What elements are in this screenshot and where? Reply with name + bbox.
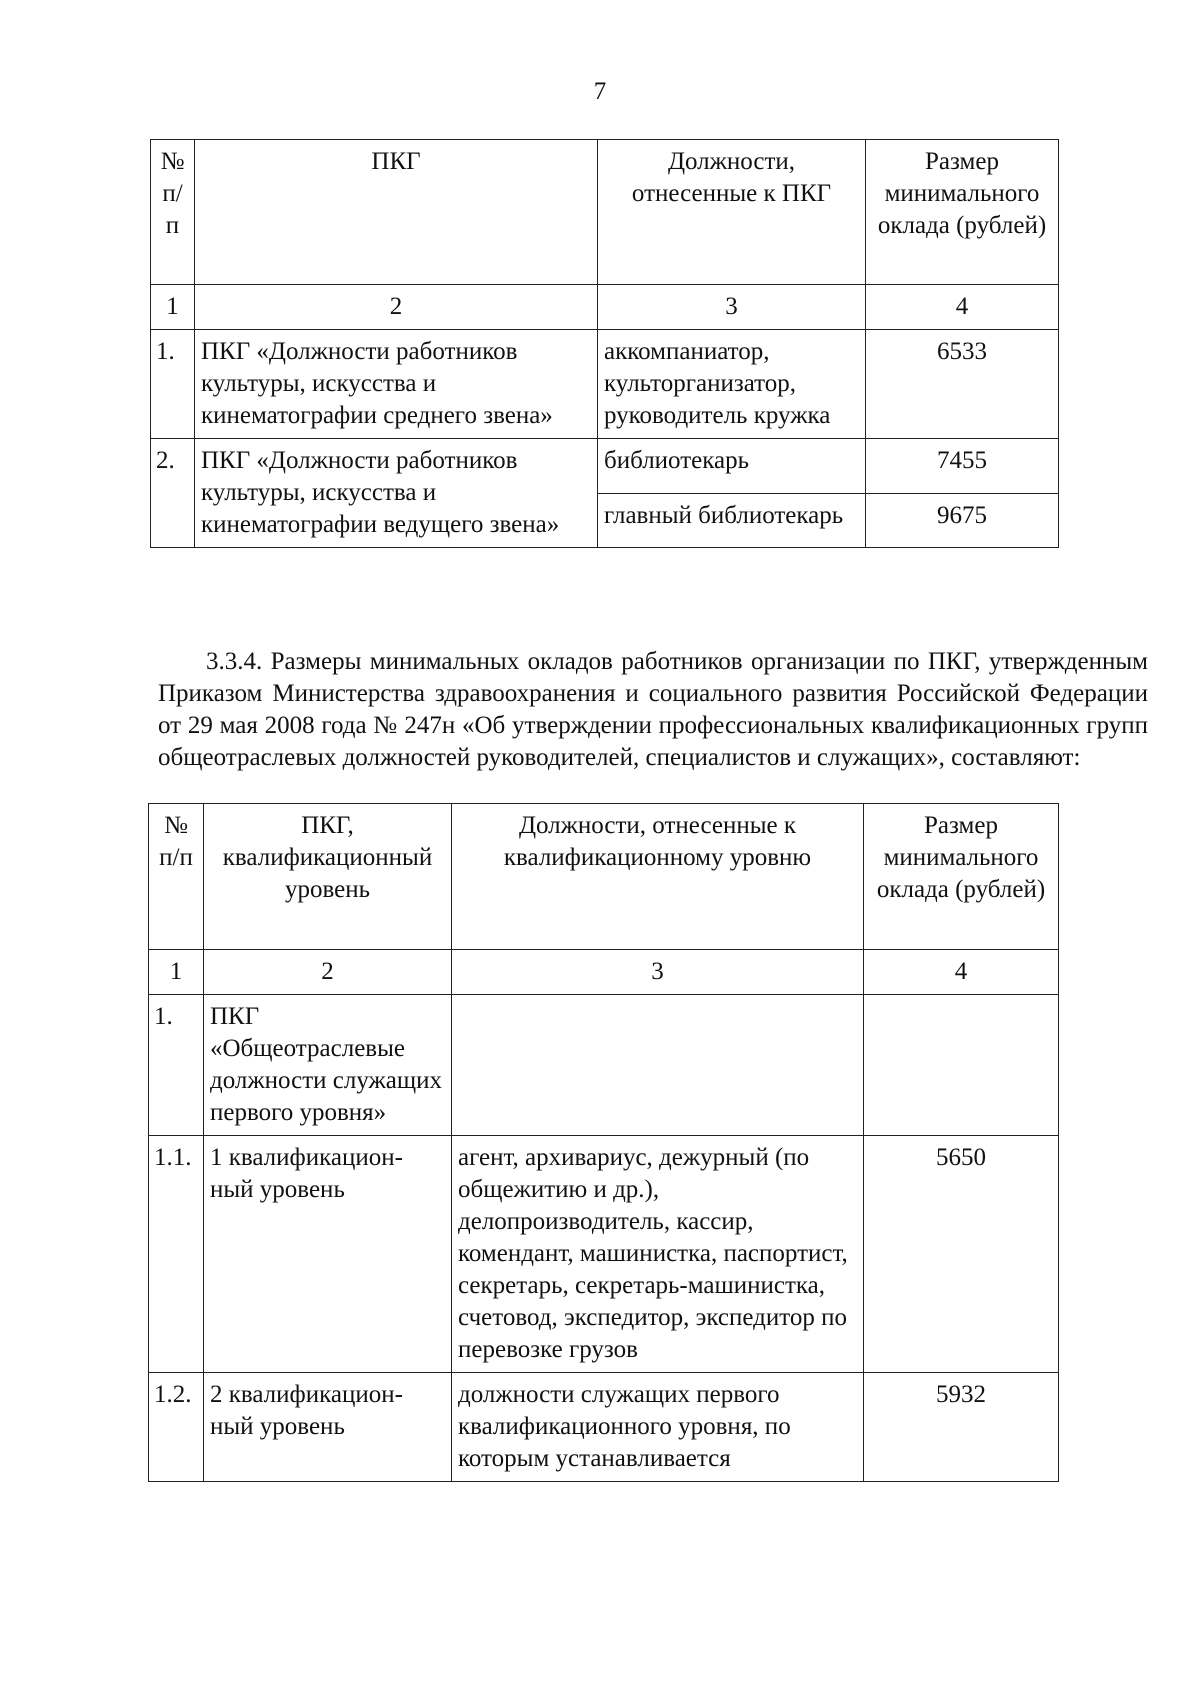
page-number: 7	[593, 78, 607, 105]
header-number: № п/п	[149, 804, 204, 950]
col-number-1: 1	[151, 285, 195, 330]
row-positions: библиотекарь	[598, 439, 866, 494]
table-row	[149, 1136, 1059, 1373]
section-paragraph: 3.3.4. Размеры минимальных окладов работников организации по ПКГ, утвержденным Приказом Министерства здравоохранения и социального развития Российской Федерации от 29 мая 2008 года № 247н «Об утверждении профессиональных квалификационных групп общеотраслевых должностей руководителей, специалистов и служащих», составляют:	[158, 648, 1148, 771]
header-positions: Должности, отнесенные к квалификационному уровню	[452, 804, 864, 950]
row-pkg: ПКГ «Должности работников культуры, искусства и кинематографии среднего звена»	[195, 330, 598, 439]
row-positions: агент, архивариус, дежурный (по общежитию и др.), делопроизводитель, кассир, комендант, машинистка, паспортист, секретарь, секретарь-машинистка, счетовод, экспедитор, экспедитор по перевозке грузов	[452, 1136, 864, 1373]
row-number: 1.1.	[149, 1136, 204, 1373]
row-positions: аккомпаниатор, культорганизатор, руководитель кружка	[598, 330, 866, 439]
row-number: 1.	[149, 995, 204, 1136]
col-number-4: 4	[864, 950, 1059, 995]
row-positions: главный библиотекарь	[598, 493, 866, 548]
table-header-row	[149, 804, 1059, 950]
row-salary: 6533	[866, 330, 1059, 439]
table-row	[151, 330, 1059, 439]
row-pkg: ПКГ «Должности работников культуры, искусства и кинематографии ведущего звена»	[195, 439, 598, 548]
header-salary: Размер минимального оклада (рублей)	[864, 804, 1059, 950]
col-number-3: 3	[452, 950, 864, 995]
row-positions: должности служащих первого квалификационного уровня, по которым устанавливается	[452, 1373, 864, 1482]
header-pkg-level: ПКГ, квалификационный уровень	[204, 804, 452, 950]
col-number-2: 2	[204, 950, 452, 995]
col-number-3: 3	[598, 285, 866, 330]
row-pkg: ПКГ «Общеотраслевые должности служащих первого уровня»	[204, 995, 452, 1136]
salary-table-general	[148, 803, 1059, 1482]
col-number-1: 1	[149, 950, 204, 995]
table-column-number-row	[149, 950, 1059, 995]
row-number: 1.2.	[149, 1373, 204, 1482]
row-salary	[864, 995, 1059, 1136]
row-number: 1.	[151, 330, 195, 439]
table-column-number-row	[151, 285, 1059, 330]
table-row	[149, 995, 1059, 1136]
row-salary: 7455	[866, 439, 1059, 494]
col-number-4: 4	[866, 285, 1059, 330]
row-positions	[452, 995, 864, 1136]
table-row	[149, 1373, 1059, 1482]
header-salary: Размер минимального оклада (рублей)	[866, 140, 1059, 285]
row-pkg: 1 квалификацион-ный уровень	[204, 1136, 452, 1373]
header-pkg: ПКГ	[195, 140, 598, 285]
row-salary: 9675	[866, 493, 1059, 548]
row-number: 2.	[151, 439, 195, 548]
header-positions: Должности, отнесенные к ПКГ	[598, 140, 866, 285]
table-row	[151, 439, 1059, 494]
col-number-2: 2	[195, 285, 598, 330]
table-header-row	[151, 140, 1059, 285]
row-pkg: 2 квалификацион-ный уровень	[204, 1373, 452, 1482]
header-number: № п/п	[151, 140, 195, 285]
row-salary: 5650	[864, 1136, 1059, 1373]
salary-table-culture	[150, 139, 1059, 548]
row-salary: 5932	[864, 1373, 1059, 1482]
